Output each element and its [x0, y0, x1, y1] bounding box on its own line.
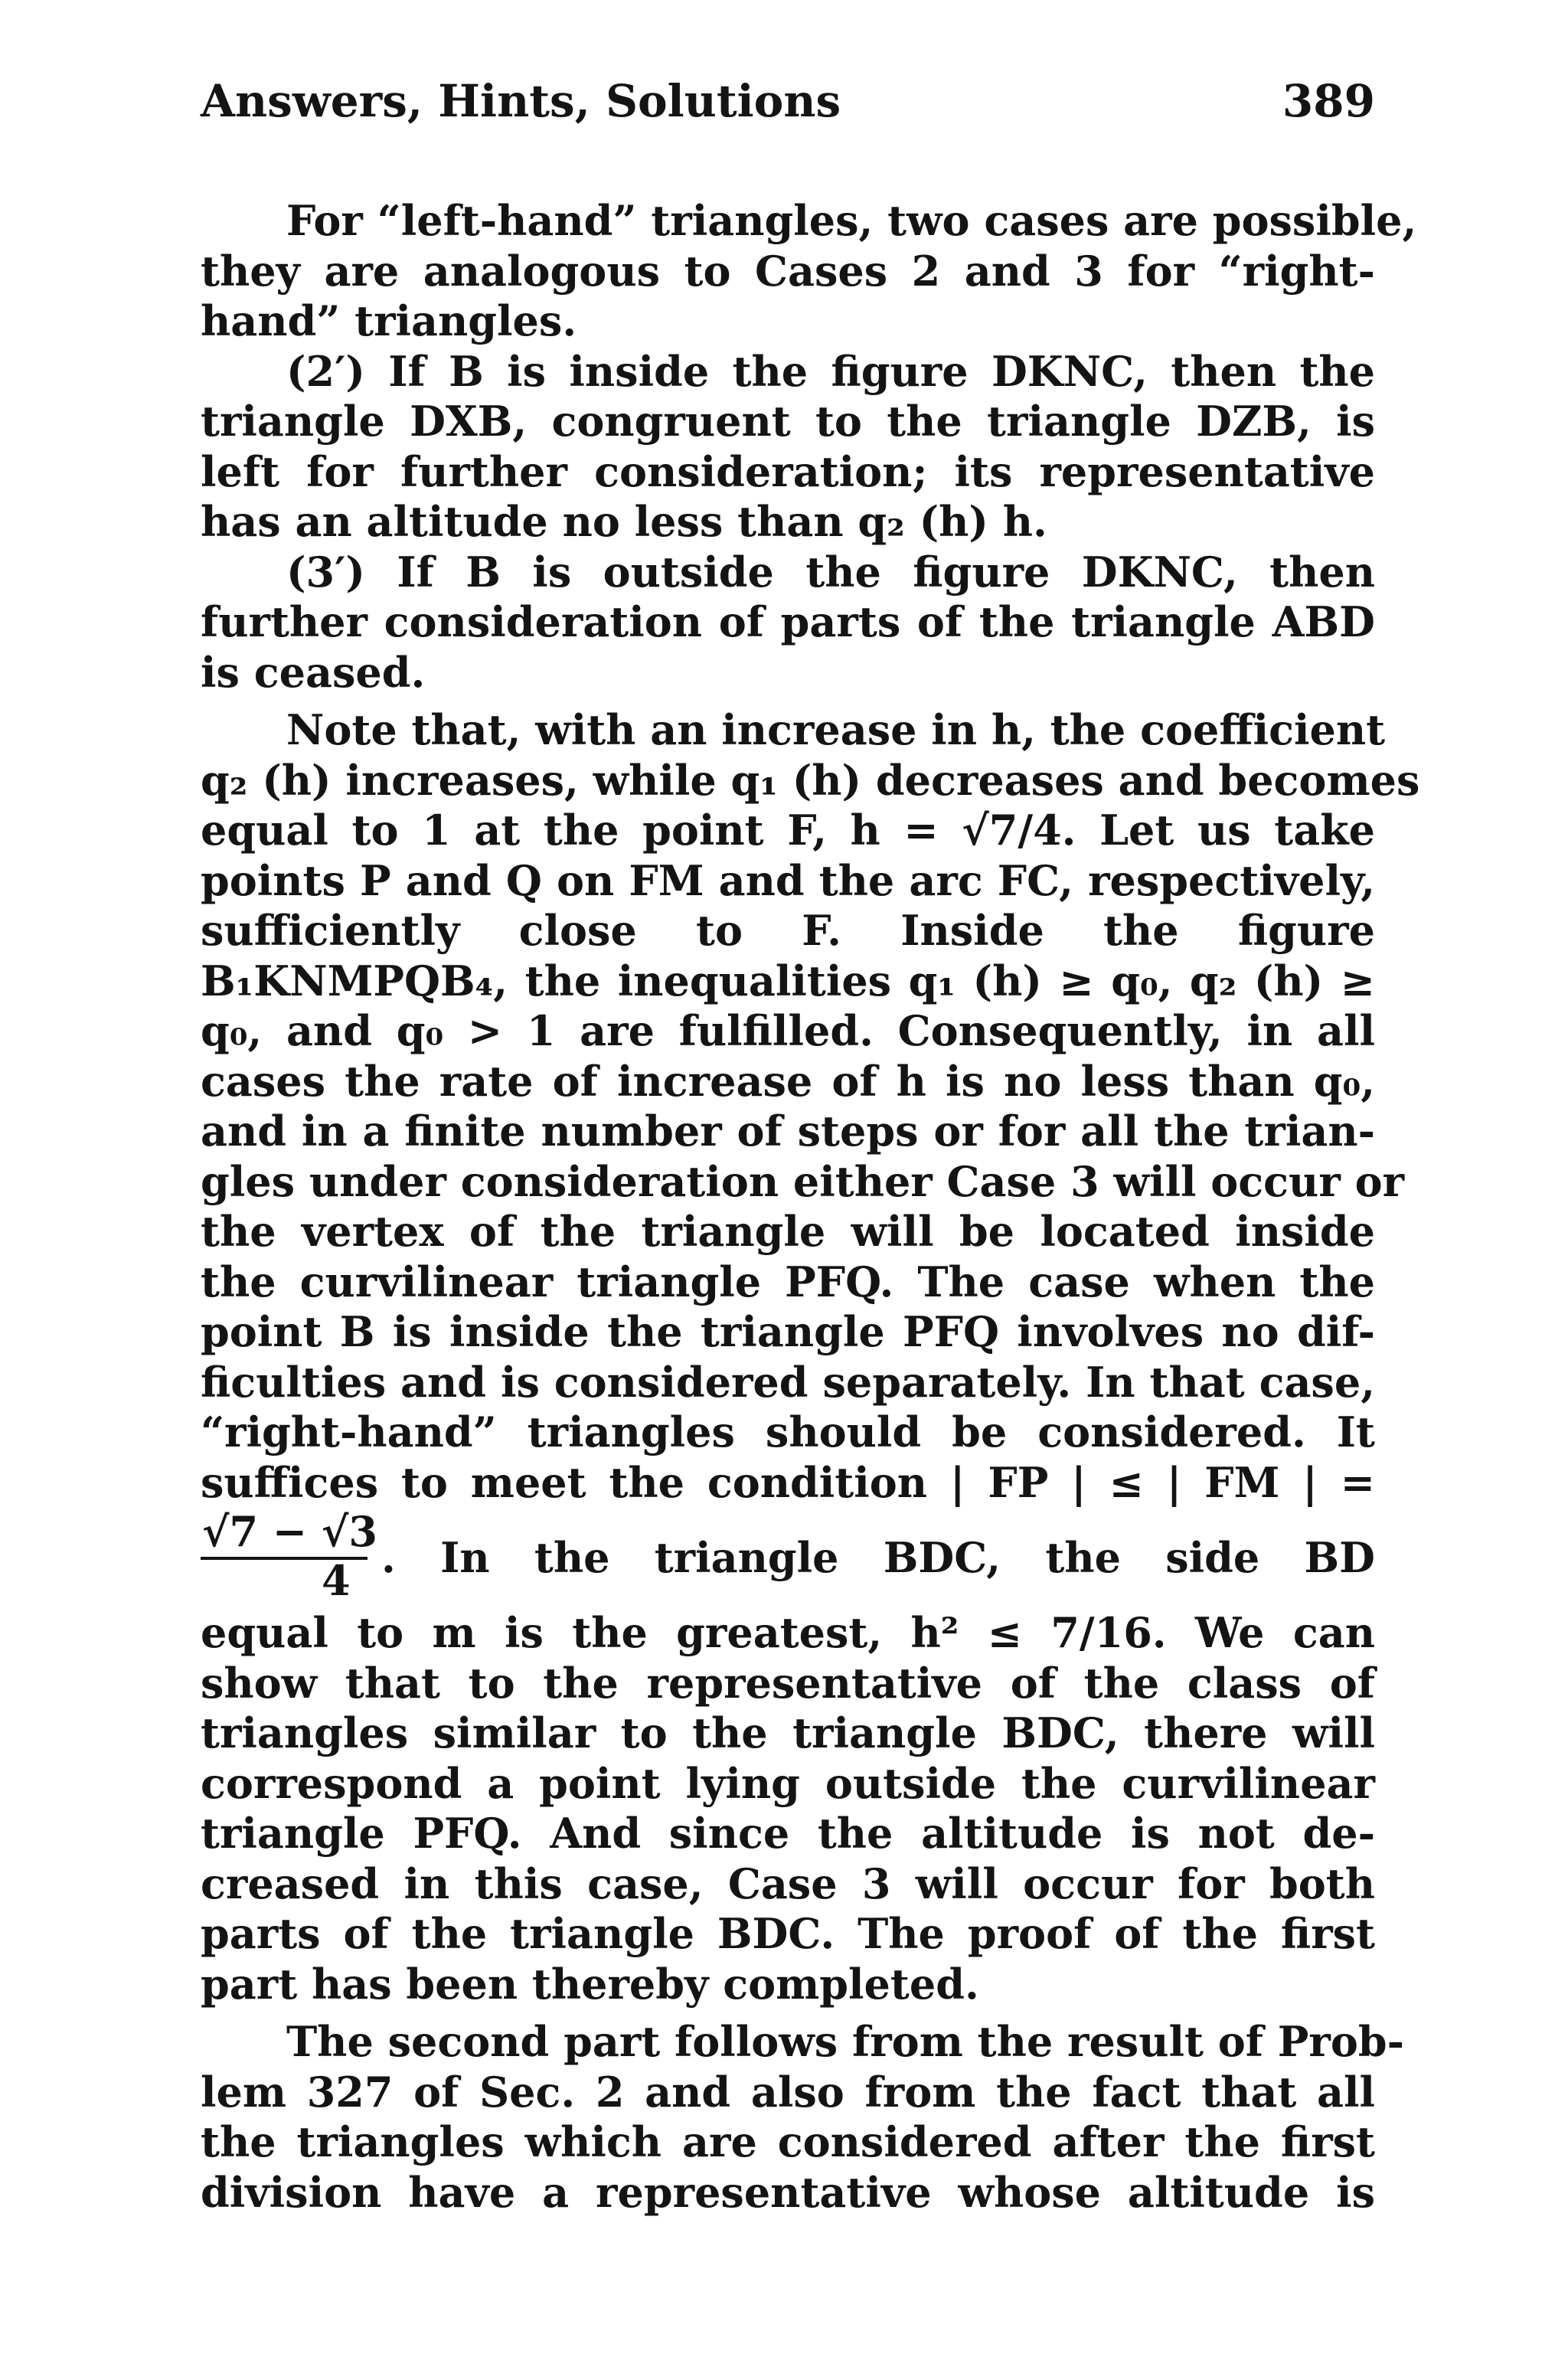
- text-line: the triangles which are considered after the first: [201, 2117, 1375, 2166]
- text-line: part has been thereby completed.: [201, 1959, 979, 2009]
- text-line: (3′) If B is outside the figure DKNC, then: [286, 547, 1375, 597]
- text-line: and in a finite number of steps or for all the trian-: [201, 1107, 1375, 1156]
- fraction-denominator: 4: [322, 1556, 351, 1605]
- text-line: is ceased.: [201, 647, 426, 697]
- text-line-continuation: . In the triangle BDC, the side BD: [381, 1533, 1375, 1582]
- text-line: The second part follows from the result of Prob-: [286, 2017, 1405, 2066]
- running-title: Answers, Hints, Solutions: [201, 75, 841, 127]
- text-line: triangle DXB, congruent to the triangle DZB, is: [201, 397, 1375, 446]
- text-line: gles under consideration either Case 3 will occur or: [201, 1156, 1405, 1206]
- text-line: “right-hand” triangles should be considered. It: [201, 1407, 1375, 1456]
- text-line: division have a representative whose altitude is: [201, 2167, 1375, 2217]
- text-line: (2′) If B is inside the figure DKNC, then the: [286, 346, 1375, 396]
- text-line: the vertex of the triangle will be located inside: [201, 1207, 1375, 1256]
- text-line: further consideration of parts of the triangle ABD: [201, 597, 1375, 646]
- page-number: 389: [1282, 75, 1375, 127]
- text-line: points P and Q on FM and the arc FC, respectively,: [201, 855, 1375, 905]
- text-line: Note that, with an increase in h, the coefficient: [286, 705, 1386, 754]
- paragraph-gap: [201, 2009, 1375, 2017]
- text-line: q₀, and q₀ > 1 are fulfilled. Consequently, in all: [201, 1006, 1375, 1055]
- text-line: has an altitude no less than q₂ (h) h.: [201, 497, 1047, 546]
- text-line: the curvilinear triangle PFQ. The case when the: [201, 1257, 1375, 1306]
- text-line: triangle PFQ. And since the altitude is not de-: [201, 1809, 1375, 1858]
- text-line: q₂ (h) increases, while q₁ (h) decreases and becomes: [201, 755, 1420, 805]
- text-line: hand” triangles.: [201, 296, 577, 345]
- text-line: cases the rate of increase of h is no less than q₀,: [201, 1056, 1375, 1106]
- text-line: parts of the triangle BDC. The proof of the first: [201, 1909, 1375, 1958]
- text-line: sufficiently close to F. Inside the figure: [201, 906, 1375, 955]
- fraction-numerator: √7 − √3: [202, 1507, 377, 1556]
- text-line: equal to m is the greatest, h² ≤ 7/16. We can: [201, 1608, 1375, 1657]
- text-line: show that to the representative of the class of: [201, 1658, 1375, 1708]
- text-line: [201, 1508, 1375, 1608]
- text-line: creased in this case, Case 3 will occur for both: [201, 1859, 1375, 1908]
- text-line: left for further consideration; its representative: [201, 446, 1375, 496]
- text-line: suffices to meet the condition | FP | ≤ | FM | =: [201, 1457, 1375, 1507]
- text-line: they are analogous to Cases 2 and 3 for “right-: [201, 246, 1375, 296]
- text-line: For “left-hand” triangles, two cases are possible,: [286, 196, 1417, 245]
- body-text: [201, 196, 1420, 2218]
- text-line: ficulties and is considered separately. In that case,: [201, 1357, 1375, 1407]
- text-line: point B is inside the triangle PFQ involves no dif-: [201, 1307, 1375, 1356]
- text-line: B₁KNMPQB₄, the inequalities q₁ (h) ≥ q₀, q₂ (h) ≥: [201, 956, 1375, 1005]
- text-line: correspond a point lying outside the curvilinear: [201, 1758, 1375, 1808]
- text-line: equal to 1 at the point F, h = √7/4. Let us take: [201, 806, 1375, 855]
- text-line: triangles similar to the triangle BDC, there will: [201, 1708, 1375, 1757]
- paragraph-gap: [201, 698, 1375, 705]
- text-line: lem 327 of Sec. 2 and also from the fact that all: [201, 2067, 1375, 2117]
